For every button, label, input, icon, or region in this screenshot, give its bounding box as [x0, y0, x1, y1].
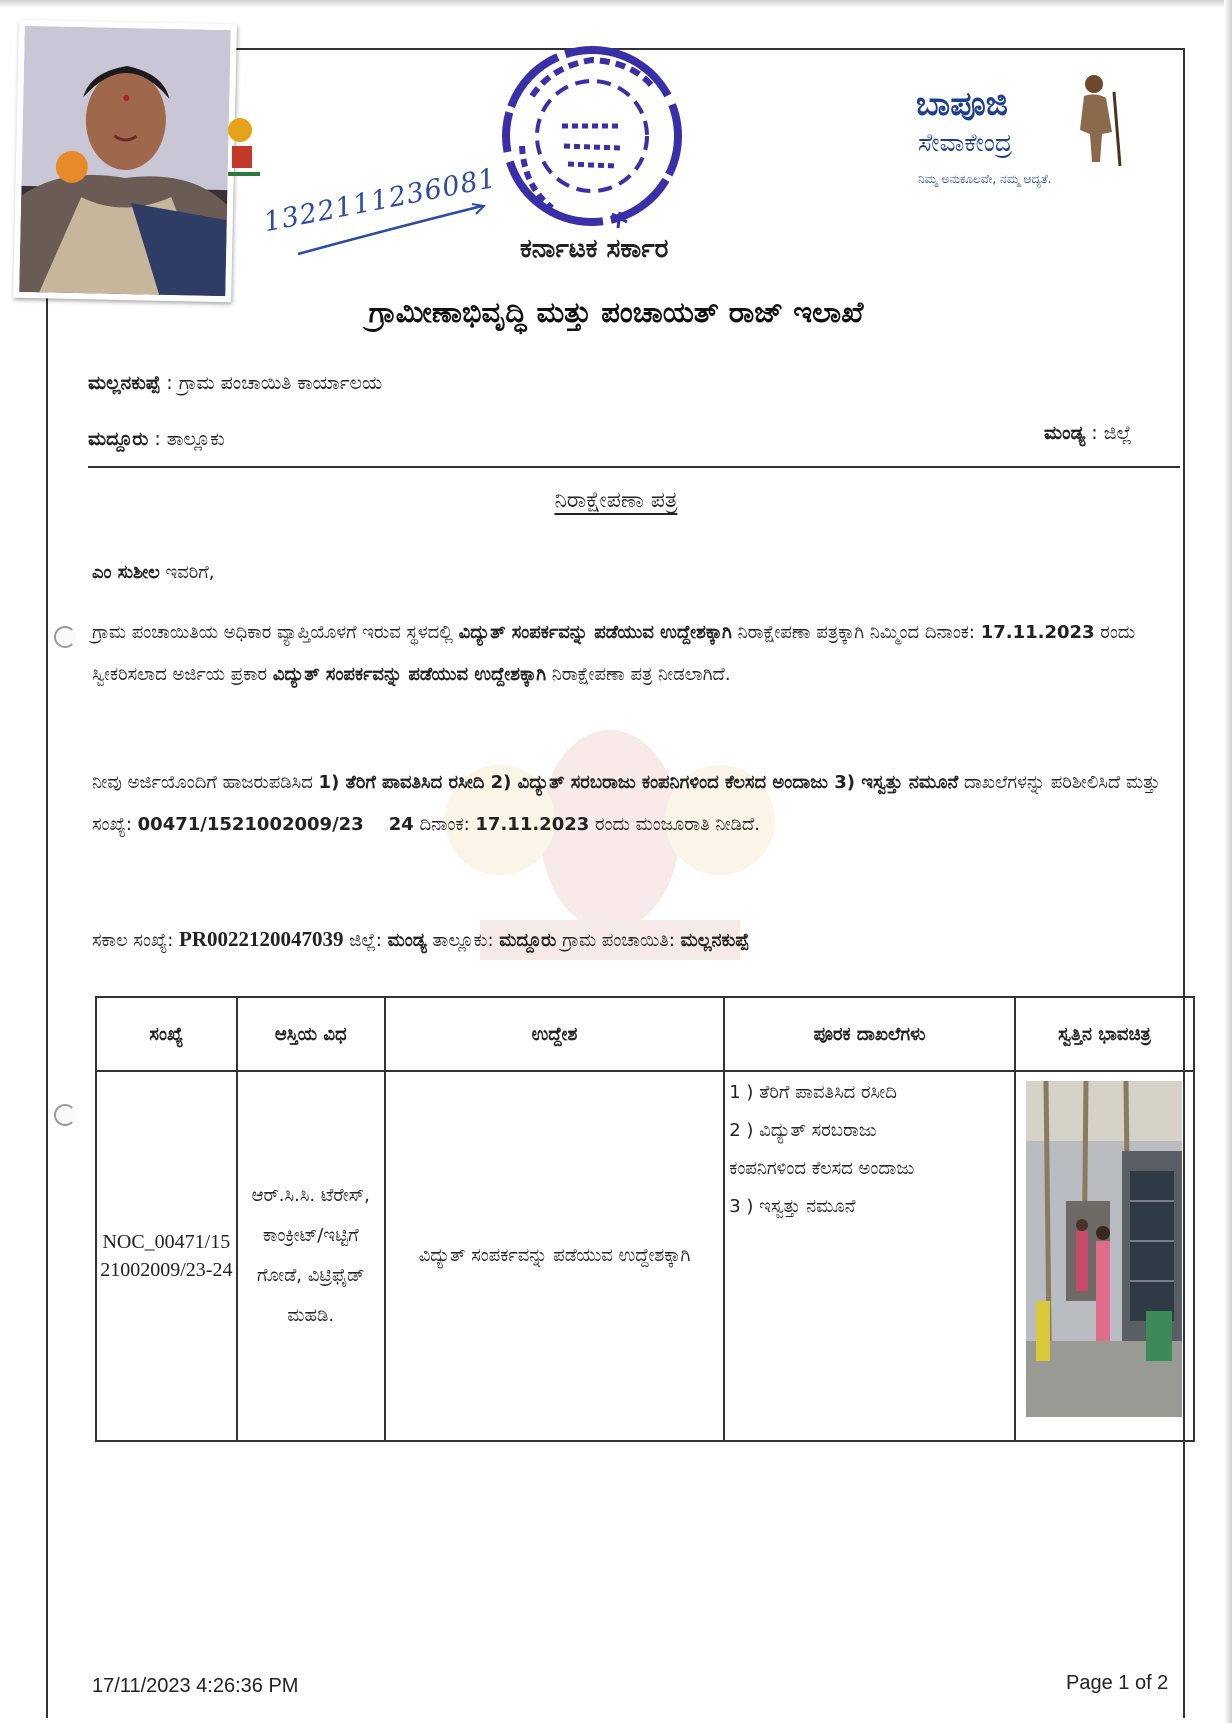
- table-header-row: [96, 997, 1194, 1071]
- gp-office-line: [88, 372, 382, 394]
- document-title: ನಿರಾಕ್ಷೇಪಣಾ ಪತ್ರ: [554, 488, 678, 513]
- sakala-taluk-label: ತಾಲ್ಲೂಕು:: [426, 930, 500, 951]
- gp-name: ಮಲ್ಲನಕುಪ್ಪೆ: [88, 372, 161, 394]
- punch-hole: [54, 1104, 76, 1126]
- cell-purpose: ವಿದ್ಯುತ್ ಸಂಪರ್ಕವನ್ನು ಪಡೆಯುವ ಉದ್ದೇಶಕ್ಕಾಗಿ: [385, 1071, 724, 1441]
- logo-tagline: ನಿಮ್ಮ ಅನುಕೂಲವೇ, ನಮ್ಮ ಆದ್ಯತೆ.: [918, 172, 1052, 186]
- taluk-label: : ತಾಲ್ಲೂಕು: [154, 428, 225, 450]
- paragraph-1: [92, 612, 1172, 696]
- sakala-gp-label: ಗ್ರಾಮ ಪಂಚಾಯಿತಿ:: [556, 930, 681, 951]
- documents-list: [729, 1074, 1010, 1226]
- p2-text-1: ನೀವು ಅರ್ಜಿಯೊಂದಿಗೆ ಹಾಜರುಪಡಿಸಿದ: [92, 772, 319, 793]
- applicant-photo: [13, 20, 237, 303]
- handwritten-number: 1322111236081: [261, 162, 500, 239]
- p1-purpose-1: ವಿದ್ಯುತ್ ಸಂಪರ್ಕವನ್ನು ಪಡೆಯುವ ಉದ್ದೇಶಕ್ಕಾಗಿ: [458, 622, 732, 643]
- cell-number: NOC_00471/1521002009/23-24: [96, 1071, 237, 1441]
- sakala-district: ಮಂಡ್ಯ: [387, 930, 427, 951]
- p1-purpose-2: ವಿದ್ಯುತ್ ಸಂಪರ್ಕವನ್ನು ಪಡೆಯುವ ಉದ್ದೇಶಕ್ಕಾಗಿ: [272, 664, 547, 685]
- taluk-line: [88, 428, 225, 450]
- p1-date: 17.11.2023: [980, 622, 1095, 643]
- col-header-documents: ಪೂರಕ ದಾಖಲೆಗಳು: [724, 997, 1015, 1071]
- district-label: : ಜಿಲ್ಲೆ: [1091, 422, 1132, 444]
- district-name: ಮಂಡ್ಯ: [1044, 422, 1086, 444]
- document-item: 1 ) ತೆರಿಗೆ ಪಾವತಿಸಿದ ರಸೀದಿ: [729, 1082, 897, 1103]
- p1-text-4: ನಿರಾಕ್ಷೇಪಣಾ ಪತ್ರ ನೀಡಲಾಗಿದೆ.: [546, 664, 731, 685]
- gp-label: : ಗ್ರಾಮ ಪಂಚಾಯಿತಿ ಕಾರ್ಯಾಲಯ: [166, 372, 383, 394]
- paragraph-2: [92, 762, 1172, 846]
- col-header-property-type: ಆಸ್ತಿಯ ವಿಧ: [237, 997, 385, 1071]
- p2-text-4: ರಂದು ಮಂಜೂರಾತಿ ನೀಡಿದೆ.: [589, 814, 760, 835]
- property-photo: [1026, 1081, 1182, 1417]
- addressee-name: ಎಂ ಸುಶೀಲ: [92, 562, 160, 583]
- sakala-number: PR0022120047039: [179, 927, 344, 951]
- sakala-taluk: ಮದ್ದೂರು: [499, 930, 557, 951]
- state-emblem-icon: [226, 112, 262, 182]
- taluk-name: ಮದ್ದೂರು: [88, 428, 149, 450]
- document-item: ಕಂಪನಿಗಳಿಂದ ಕೆಲಸದ ಅಂದಾಜು: [729, 1158, 915, 1179]
- p2-date: 17.11.2023: [475, 814, 590, 835]
- handwritten-underline: [296, 200, 486, 260]
- p1-text-2: ನಿರಾಕ್ಷೇಪಣಾ ಪತ್ರಕ್ಕಾಗಿ ನಿಮ್ಮಿಂದ ದಿನಾಂಕ:: [731, 622, 981, 643]
- col-header-property-photo: ಸ್ವತ್ತಿನ ಭಾವಚಿತ್ರ: [1015, 997, 1194, 1071]
- footer-timestamp: 17/11/2023 4:26:36 PM: [92, 1675, 299, 1697]
- department-title: ಗ್ರಾಮೀಣಾಭಿವೃದ್ಧಿ ಮತ್ತು ಪಂಚಾಯತ್ ರಾಜ್ ಇಲಾಖೆ: [368, 295, 864, 329]
- district-line: [1044, 422, 1132, 444]
- office-seal-stamp: [492, 36, 692, 246]
- p2-text-3: ದಿನಾಂಕ:: [413, 814, 476, 835]
- p1-text-3: ರಂದು ಸ್ವೀಕರಿಸಲಾದ ಅರ್ಜಿಯ ಪ್ರಕಾರ: [92, 622, 1136, 685]
- col-header-number: ಸಂಖ್ಯೆ: [96, 997, 237, 1071]
- document-item: 2 ) ವಿದ್ಯುತ್ ಸರಬರಾಜು: [729, 1120, 877, 1141]
- table-row: [96, 1071, 1194, 1441]
- gandhi-figure-icon: [1062, 72, 1132, 168]
- bapuji-logo: [912, 78, 1142, 198]
- p2-number: 00471/1521002009/23 24: [137, 814, 414, 835]
- cell-property-photo: [1015, 1071, 1194, 1441]
- noc-table: [95, 996, 1195, 1442]
- header-rule: [88, 466, 1180, 468]
- cell-property-type: ಆರ್.ಸಿ.ಸಿ. ಟೆರೇಸ್, ಕಾಂಕ್ರೀಟ್/ಇಟ್ಟಿಗೆ ಗೋಡೆ, ವಿಟ್ರಿಫೈಡ್ ಮಹಡಿ.: [237, 1071, 385, 1441]
- p2-text-2: ದಾಖಲೆಗಳನ್ನು ಪರಿಶೀಲಿಸಿದೆ ಮತ್ತು ಸಂಖ್ಯೆ:: [92, 772, 1160, 835]
- sakala-gp: ಮಲ್ಲನಕುಪ್ಪೆ: [680, 930, 750, 951]
- scan-edge-right: [1224, 0, 1232, 1723]
- logo-title: ಬಾಪೂಜಿ: [916, 84, 1008, 123]
- page-number: Page 1 of 2: [1066, 1672, 1169, 1694]
- government-title: ಕರ್ನಾಟಕ ಸರ್ಕಾರ: [520, 234, 669, 264]
- addressee: [92, 552, 1172, 594]
- document-item: 3 ) ಇಸ್ವತ್ತು ನಮೂನೆ: [729, 1196, 856, 1217]
- sakala-label: ಸಕಾಲ ಸಂಖ್ಯೆ:: [92, 930, 180, 951]
- p2-docs: 1) ತೆರಿಗೆ ಪಾವತಿಸಿದ ರಸೀದಿ 2) ವಿದ್ಯುತ್ ಸರಬರಾಜು ಕಂಪನಿಗಳಿಂದ ಕೆಲಸದ ಅಂದಾಜು 3) ಇಸ್ವತ್ತು ನಮೂನೆ: [318, 772, 959, 793]
- p1-text-1: ಗ್ರಾಮ ಪಂಚಾಯಿತಿಯ ಅಧಿಕಾರ ವ್ಯಾಪ್ತಿಯೊಳಗೆ ಇರುವ ಸ್ಥಳದಲ್ಲಿ: [92, 622, 459, 643]
- logo-subtitle: ಸೇವಾಕೇಂದ್ರ: [918, 128, 1013, 157]
- col-header-purpose: ಉದ್ದೇಶ: [385, 997, 724, 1071]
- punch-hole: [54, 626, 76, 648]
- sakala-district-label: ಜಿಲ್ಲೆ:: [343, 930, 388, 951]
- scan-edge-top: [0, 0, 1232, 8]
- sakala-line: [92, 918, 1172, 962]
- addressee-suffix: ಇವರಿಗೆ,: [159, 562, 215, 583]
- cell-documents: [724, 1071, 1015, 1441]
